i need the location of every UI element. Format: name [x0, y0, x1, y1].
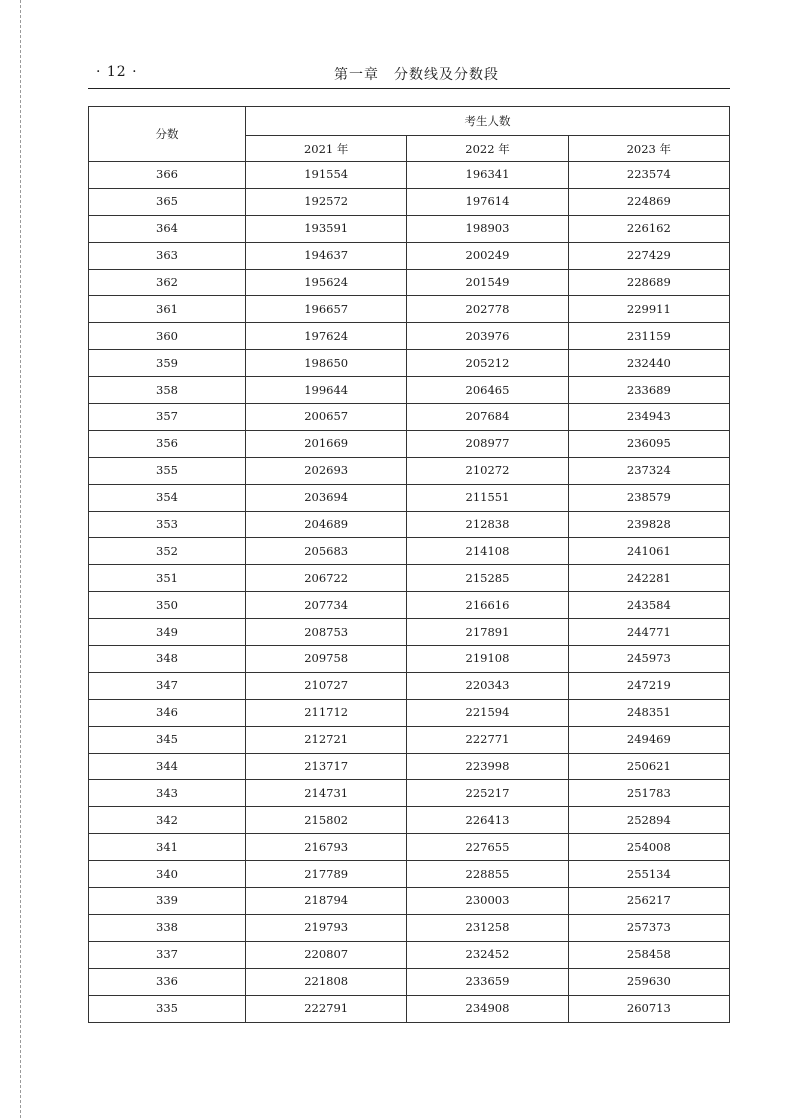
count-2021-cell: 199644	[246, 377, 407, 404]
table-row	[89, 646, 730, 673]
count-2021-cell: 205683	[246, 538, 407, 565]
count-2023-cell: 236095	[568, 430, 729, 457]
chapter-title: 第一章 分数线及分数段	[334, 67, 499, 83]
table-row	[89, 377, 730, 404]
count-2021-cell: 206722	[246, 565, 407, 592]
count-2022-cell: 214108	[407, 538, 568, 565]
table-row	[89, 888, 730, 915]
count-2022-cell: 223998	[407, 753, 568, 780]
count-2021-cell: 222791	[246, 995, 407, 1022]
count-2021-cell: 218794	[246, 888, 407, 915]
count-2022-cell: 206465	[407, 377, 568, 404]
count-2022-cell: 233659	[407, 968, 568, 995]
count-2022-cell: 196341	[407, 162, 568, 189]
count-2021-cell: 208753	[246, 619, 407, 646]
table-row	[89, 726, 730, 753]
count-2022-cell: 217891	[407, 619, 568, 646]
count-2023-cell: 239828	[568, 511, 729, 538]
score-cell: 361	[89, 296, 246, 323]
score-column-header: 分数	[89, 107, 246, 162]
count-2021-cell: 194637	[246, 242, 407, 269]
count-2021-cell: 209758	[246, 646, 407, 673]
table-row	[89, 699, 730, 726]
score-cell: 357	[89, 404, 246, 431]
page-number: · 12 ·	[96, 64, 138, 80]
count-2023-cell: 245973	[568, 646, 729, 673]
count-2022-cell: 220343	[407, 672, 568, 699]
table-row	[89, 350, 730, 377]
table-row	[89, 780, 730, 807]
count-2022-cell: 226413	[407, 807, 568, 834]
score-cell: 344	[89, 753, 246, 780]
table-row	[89, 968, 730, 995]
count-2023-cell: 247219	[568, 672, 729, 699]
count-2023-cell: 226162	[568, 215, 729, 242]
count-2023-cell: 232440	[568, 350, 729, 377]
score-cell: 343	[89, 780, 246, 807]
count-2022-cell: 200249	[407, 242, 568, 269]
table-row	[89, 592, 730, 619]
count-2023-cell: 250621	[568, 753, 729, 780]
table-row	[89, 484, 730, 511]
table-row	[89, 323, 730, 350]
count-2021-cell: 192572	[246, 188, 407, 215]
count-2022-cell: 225217	[407, 780, 568, 807]
count-2021-cell: 215802	[246, 807, 407, 834]
count-2021-cell: 212721	[246, 726, 407, 753]
score-cell: 356	[89, 430, 246, 457]
header-rule	[88, 88, 730, 89]
count-2021-cell: 220807	[246, 941, 407, 968]
score-cell: 352	[89, 538, 246, 565]
score-cell: 354	[89, 484, 246, 511]
count-2021-cell: 197624	[246, 323, 407, 350]
score-cell: 341	[89, 834, 246, 861]
count-2023-cell: 258458	[568, 941, 729, 968]
count-2022-cell: 205212	[407, 350, 568, 377]
count-2023-cell: 229911	[568, 296, 729, 323]
count-2021-cell: 193591	[246, 215, 407, 242]
count-2023-cell: 242281	[568, 565, 729, 592]
count-2021-cell: 217789	[246, 861, 407, 888]
count-2023-cell: 241061	[568, 538, 729, 565]
score-cell: 338	[89, 914, 246, 941]
count-2021-cell: 204689	[246, 511, 407, 538]
count-2023-cell: 237324	[568, 457, 729, 484]
count-2022-cell: 202778	[407, 296, 568, 323]
table-row	[89, 538, 730, 565]
count-2023-cell: 231159	[568, 323, 729, 350]
table-row	[89, 511, 730, 538]
count-2022-cell: 221594	[407, 699, 568, 726]
count-2023-cell: 254008	[568, 834, 729, 861]
count-2022-cell: 231258	[407, 914, 568, 941]
table-body	[89, 162, 730, 1023]
count-2022-cell: 197614	[407, 188, 568, 215]
table-row	[89, 672, 730, 699]
count-2021-cell: 221808	[246, 968, 407, 995]
count-2022-cell: 232452	[407, 941, 568, 968]
table-row	[89, 807, 730, 834]
count-2023-cell: 228689	[568, 269, 729, 296]
score-cell: 365	[89, 188, 246, 215]
table-row	[89, 404, 730, 431]
score-cell: 345	[89, 726, 246, 753]
count-2022-cell: 212838	[407, 511, 568, 538]
count-2023-cell: 238579	[568, 484, 729, 511]
table-row	[89, 430, 730, 457]
score-cell: 342	[89, 807, 246, 834]
count-2023-cell: 227429	[568, 242, 729, 269]
table-row	[89, 296, 730, 323]
table-row	[89, 162, 730, 189]
count-2021-cell: 202693	[246, 457, 407, 484]
count-2023-cell: 233689	[568, 377, 729, 404]
count-2023-cell: 256217	[568, 888, 729, 915]
score-cell: 355	[89, 457, 246, 484]
count-2023-cell: 244771	[568, 619, 729, 646]
score-distribution-table	[88, 106, 730, 1023]
count-2022-cell: 216616	[407, 592, 568, 619]
table-row	[89, 457, 730, 484]
count-2022-cell: 207684	[407, 404, 568, 431]
score-cell: 335	[89, 995, 246, 1022]
score-cell: 350	[89, 592, 246, 619]
count-2022-cell: 201549	[407, 269, 568, 296]
score-cell: 360	[89, 323, 246, 350]
count-2023-cell: 252894	[568, 807, 729, 834]
count-2021-cell: 191554	[246, 162, 407, 189]
count-2022-cell: 215285	[407, 565, 568, 592]
count-2023-cell: 249469	[568, 726, 729, 753]
score-cell: 340	[89, 861, 246, 888]
table-row	[89, 215, 730, 242]
count-2021-cell: 211712	[246, 699, 407, 726]
count-2021-cell: 216793	[246, 834, 407, 861]
year-header-2022: 2022 年	[407, 136, 568, 162]
count-2022-cell: 230003	[407, 888, 568, 915]
count-2021-cell: 196657	[246, 296, 407, 323]
count-2023-cell: 223574	[568, 162, 729, 189]
count-2021-cell: 200657	[246, 404, 407, 431]
count-2023-cell: 234943	[568, 404, 729, 431]
score-cell: 358	[89, 377, 246, 404]
count-2021-cell: 198650	[246, 350, 407, 377]
score-cell: 353	[89, 511, 246, 538]
year-header-2021: 2021 年	[246, 136, 407, 162]
count-2021-cell: 195624	[246, 269, 407, 296]
binding-margin-line	[20, 0, 21, 1118]
score-cell: 347	[89, 672, 246, 699]
score-cell: 364	[89, 215, 246, 242]
score-cell: 337	[89, 941, 246, 968]
table-row	[89, 861, 730, 888]
score-cell: 366	[89, 162, 246, 189]
year-header-2023: 2023 年	[568, 136, 729, 162]
count-2022-cell: 203976	[407, 323, 568, 350]
count-2023-cell: 259630	[568, 968, 729, 995]
count-2021-cell: 219793	[246, 914, 407, 941]
count-2021-cell: 203694	[246, 484, 407, 511]
count-2023-cell: 255134	[568, 861, 729, 888]
count-2022-cell: 222771	[407, 726, 568, 753]
count-2022-cell: 208977	[407, 430, 568, 457]
count-2023-cell: 224869	[568, 188, 729, 215]
count-2023-cell: 257373	[568, 914, 729, 941]
table-row	[89, 941, 730, 968]
count-2022-cell: 234908	[407, 995, 568, 1022]
score-cell: 346	[89, 699, 246, 726]
count-2021-cell: 214731	[246, 780, 407, 807]
count-2021-cell: 207734	[246, 592, 407, 619]
score-cell: 363	[89, 242, 246, 269]
score-cell: 359	[89, 350, 246, 377]
count-2021-cell: 213717	[246, 753, 407, 780]
table-row	[89, 914, 730, 941]
score-cell: 349	[89, 619, 246, 646]
score-cell: 351	[89, 565, 246, 592]
table-row	[89, 565, 730, 592]
count-2022-cell: 228855	[407, 861, 568, 888]
count-2021-cell: 210727	[246, 672, 407, 699]
table-row	[89, 995, 730, 1022]
count-2022-cell: 219108	[407, 646, 568, 673]
table-row	[89, 834, 730, 861]
count-2023-cell: 248351	[568, 699, 729, 726]
score-cell: 348	[89, 646, 246, 673]
table-row	[89, 619, 730, 646]
count-2022-cell: 198903	[407, 215, 568, 242]
candidate-count-header: 考生人数	[246, 107, 730, 136]
table-row	[89, 269, 730, 296]
page-header	[88, 62, 730, 88]
count-2022-cell: 210272	[407, 457, 568, 484]
count-2023-cell: 243584	[568, 592, 729, 619]
table-row	[89, 242, 730, 269]
count-2023-cell: 260713	[568, 995, 729, 1022]
score-cell: 362	[89, 269, 246, 296]
score-cell: 336	[89, 968, 246, 995]
table-row	[89, 188, 730, 215]
count-2023-cell: 251783	[568, 780, 729, 807]
count-2022-cell: 211551	[407, 484, 568, 511]
score-cell: 339	[89, 888, 246, 915]
table-row	[89, 753, 730, 780]
count-2021-cell: 201669	[246, 430, 407, 457]
count-2022-cell: 227655	[407, 834, 568, 861]
